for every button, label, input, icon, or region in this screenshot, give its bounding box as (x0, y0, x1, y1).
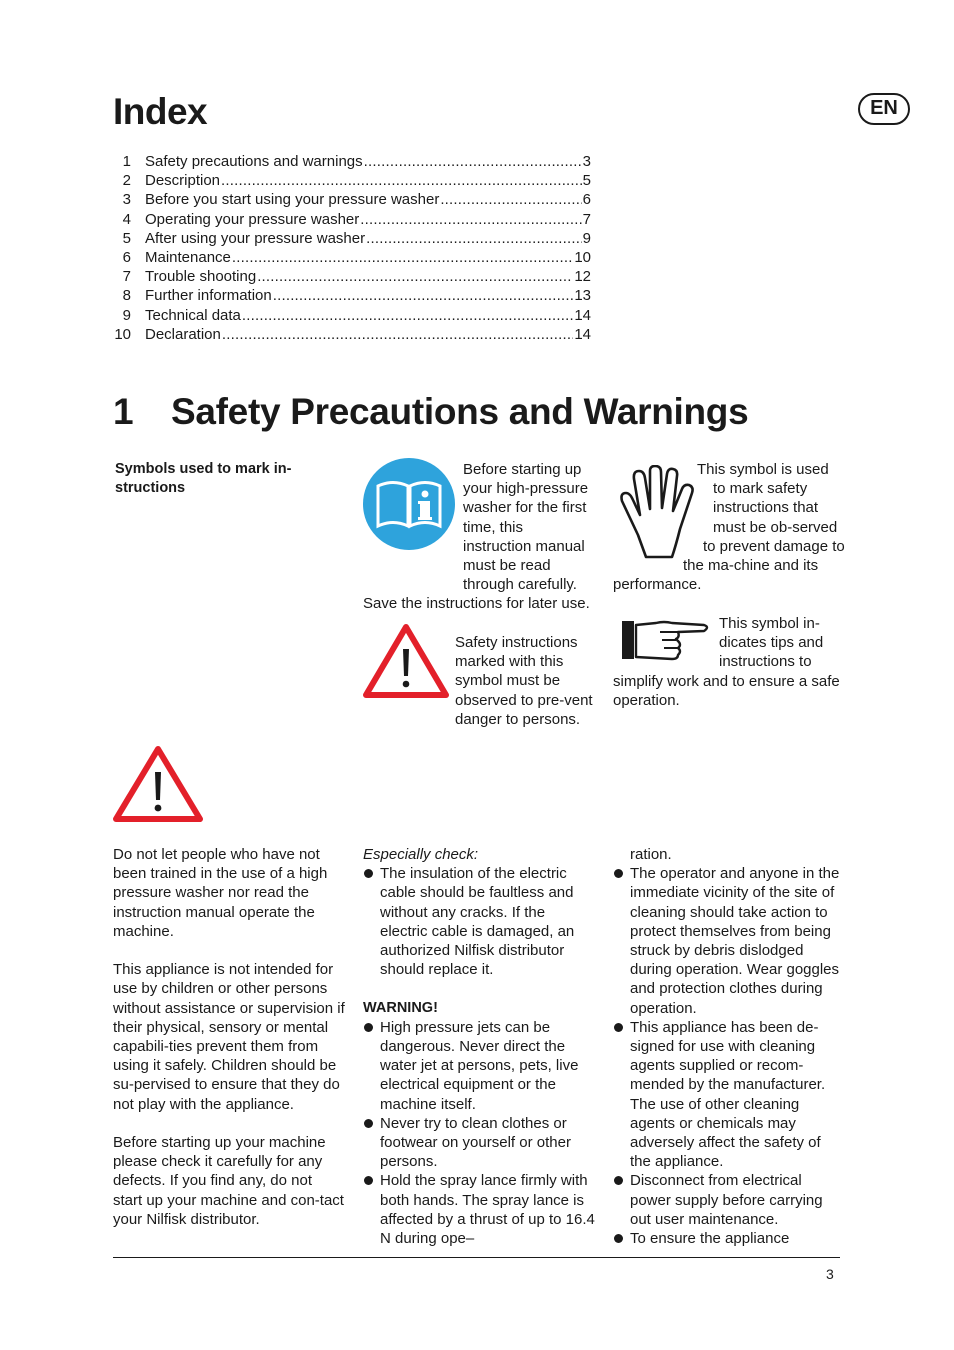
section-heading (113, 392, 748, 433)
warning-heading: WARNING! (363, 999, 438, 1016)
toc-entry-page: 13 (574, 287, 591, 305)
section-title: Safety Precautions and Warnings (171, 391, 749, 432)
toc-leader-dots (257, 267, 573, 286)
symbol-hand-description: This symbol is used to mark safety instructions that must be ob-served to prevent damage to the ma-chine and its performance. (613, 461, 845, 594)
bullet-item: Hold the spray lance firmly with both hands. The spray lance is affected by a thrust of up to 16.4 N during ope– (363, 1171, 595, 1248)
toc-entry-page: 3 (582, 153, 591, 170)
bullet-item: The insulation of the electric cable should be faultless and without any cracks. If the electric cable is damaged, an authorized Nilfisk distributor should replace it. (363, 864, 595, 979)
text-wrap-spacer (613, 536, 703, 555)
toc-entry-title: Trouble shooting (145, 268, 257, 286)
toc-entry-page: 9 (582, 229, 591, 247)
toc-entry[interactable] (113, 325, 591, 344)
toc-entry-title: Technical data (145, 306, 241, 324)
toc-entry-title: Safety precautions and warnings (145, 153, 363, 170)
toc-entry-page: 14 (574, 325, 591, 343)
toc-leader-dots (366, 229, 582, 248)
index-title: Index (113, 91, 208, 132)
toc-leader-dots (221, 171, 582, 190)
paragraph: Before starting up your machine please check it carefully for any defects. If you find any, do not start up your machine and con-tact your Nilfisk distributor. (113, 1134, 344, 1228)
toc-entry[interactable] (113, 229, 591, 248)
toc-entry-page: 5 (582, 172, 591, 190)
text-wrap-spacer (363, 460, 463, 576)
toc-entry-number: 6 (122, 248, 131, 266)
toc-entry-title: Before you start using your pressure washer (145, 191, 440, 209)
paragraph-gap (113, 1114, 345, 1133)
exclamation-dot (155, 805, 162, 812)
bullet-item: High pressure jets can be dangerous. Never direct the water jet at persons, pets, live electrical equipment or the machine itself. (363, 1018, 595, 1114)
symbol-danger-description: Safety instructions marked with this symbol must be observed to pre-vent danger to persons. (455, 634, 593, 728)
text-wrap-spacer (363, 633, 455, 710)
toc-entry-number: 1 (122, 153, 131, 170)
toc-leader-dots (273, 286, 574, 305)
toc-entry[interactable] (113, 248, 591, 267)
text-wrap-spacer (613, 460, 697, 498)
toc-leader-dots (232, 248, 573, 267)
toc-leader-dots (440, 190, 581, 209)
toc-entry[interactable] (113, 190, 591, 209)
toc-entry[interactable] (113, 306, 591, 325)
section-number: 1 (113, 391, 134, 432)
continuation-text: ration. (630, 846, 672, 863)
symbol-manual-description: Before starting up your high-pressure washer for the first time, this instruction manual must be read through carefully. Save the instructions for later use. (363, 461, 590, 613)
column-3 (613, 845, 845, 1248)
toc-entry-number: 8 (122, 287, 131, 305)
symbol-hand-text (613, 460, 845, 594)
text-wrap-spacer (613, 614, 719, 671)
paragraph-gap (113, 941, 345, 960)
paragraph-gap (363, 979, 595, 998)
toc-leader-dots (242, 306, 573, 325)
toc-entry-page: 7 (582, 210, 591, 228)
toc-entry-page: 14 (574, 306, 591, 324)
toc-entry-number: 9 (122, 306, 131, 324)
toc-entry-title: Further information (145, 287, 272, 305)
text-wrap-spacer (613, 555, 683, 574)
toc-entry-number: 5 (122, 229, 131, 247)
symbols-label: Symbols used to mark in-structions (115, 461, 292, 497)
toc-entry-title: After using your pressure washer (145, 229, 366, 247)
footer-rule (113, 1257, 840, 1258)
text-wrap-spacer (613, 498, 713, 536)
large-warning-triangle-icon (112, 745, 204, 823)
table-of-contents (113, 152, 591, 344)
toc-entry-number: 7 (122, 268, 131, 286)
bullet-item: Never try to clean clothes or footwear on yourself or other persons. (363, 1114, 595, 1172)
toc-leader-dots (360, 210, 581, 229)
bullet-item: The operator and anyone in the immediate vicinity of the site of cleaning should take action to protect themselves from being struck by debris dislodged during operation. Wear goggles and protection clothes during operation. (613, 864, 845, 1018)
toc-entry-title: Declaration (145, 325, 221, 343)
toc-entry-page: 12 (574, 268, 591, 286)
check-heading: Especially check: (363, 846, 479, 863)
column-1 (113, 845, 345, 1229)
toc-entry-number: 10 (114, 325, 131, 343)
symbol-tip-description: This symbol in-dicates tips and instructions to simplify work and to ensure a safe operation. (613, 615, 840, 709)
toc-leader-dots (364, 152, 582, 171)
symbol-tip-text (613, 614, 845, 710)
toc-entry[interactable] (113, 171, 591, 190)
bullet-item: Disconnect from electrical power supply before carrying out user maintenance. (613, 1171, 845, 1229)
toc-entry-page: 6 (582, 191, 591, 209)
toc-entry[interactable] (113, 286, 591, 305)
toc-entry-number: 4 (122, 210, 131, 228)
paragraph: This appliance is not intended for use by children or other persons without assistance or supervision if their physical, sensory or mental capabili-ties prevent them from using it safely. Children should be su-pervised to ensure that they do not play with the appliance. (113, 961, 345, 1113)
bullet-item: This appliance has been de-signed for use with cleaning agents supplied or recom-mended by the manufacturer. The use of other cleaning agents or chemicals may adversely affect the safety of the appliance. (613, 1018, 845, 1172)
toc-entry-page: 10 (574, 248, 591, 266)
exclamation-bar (155, 772, 161, 800)
toc-entry[interactable] (113, 152, 591, 171)
toc-entry-number: 2 (122, 172, 131, 190)
toc-entry[interactable] (113, 210, 591, 229)
symbol-danger-text (363, 633, 595, 729)
bullet-item: To ensure the appliance (613, 1229, 845, 1248)
toc-entry-title: Description (145, 172, 221, 190)
symbol-manual-text (363, 460, 593, 614)
page-number: 3 (826, 1266, 834, 1282)
language-badge: EN (858, 93, 910, 125)
paragraph: Do not let people who have not been trained in the use of a high pressure washer nor read the instruction manual operate the machine. (113, 846, 328, 940)
toc-entry-number: 3 (122, 191, 131, 209)
toc-leader-dots (222, 325, 573, 344)
column-2 (363, 845, 595, 1248)
toc-entry[interactable] (113, 267, 591, 286)
toc-entry-title: Maintenance (145, 248, 231, 266)
toc-entry-title: Operating your pressure washer (145, 210, 360, 228)
